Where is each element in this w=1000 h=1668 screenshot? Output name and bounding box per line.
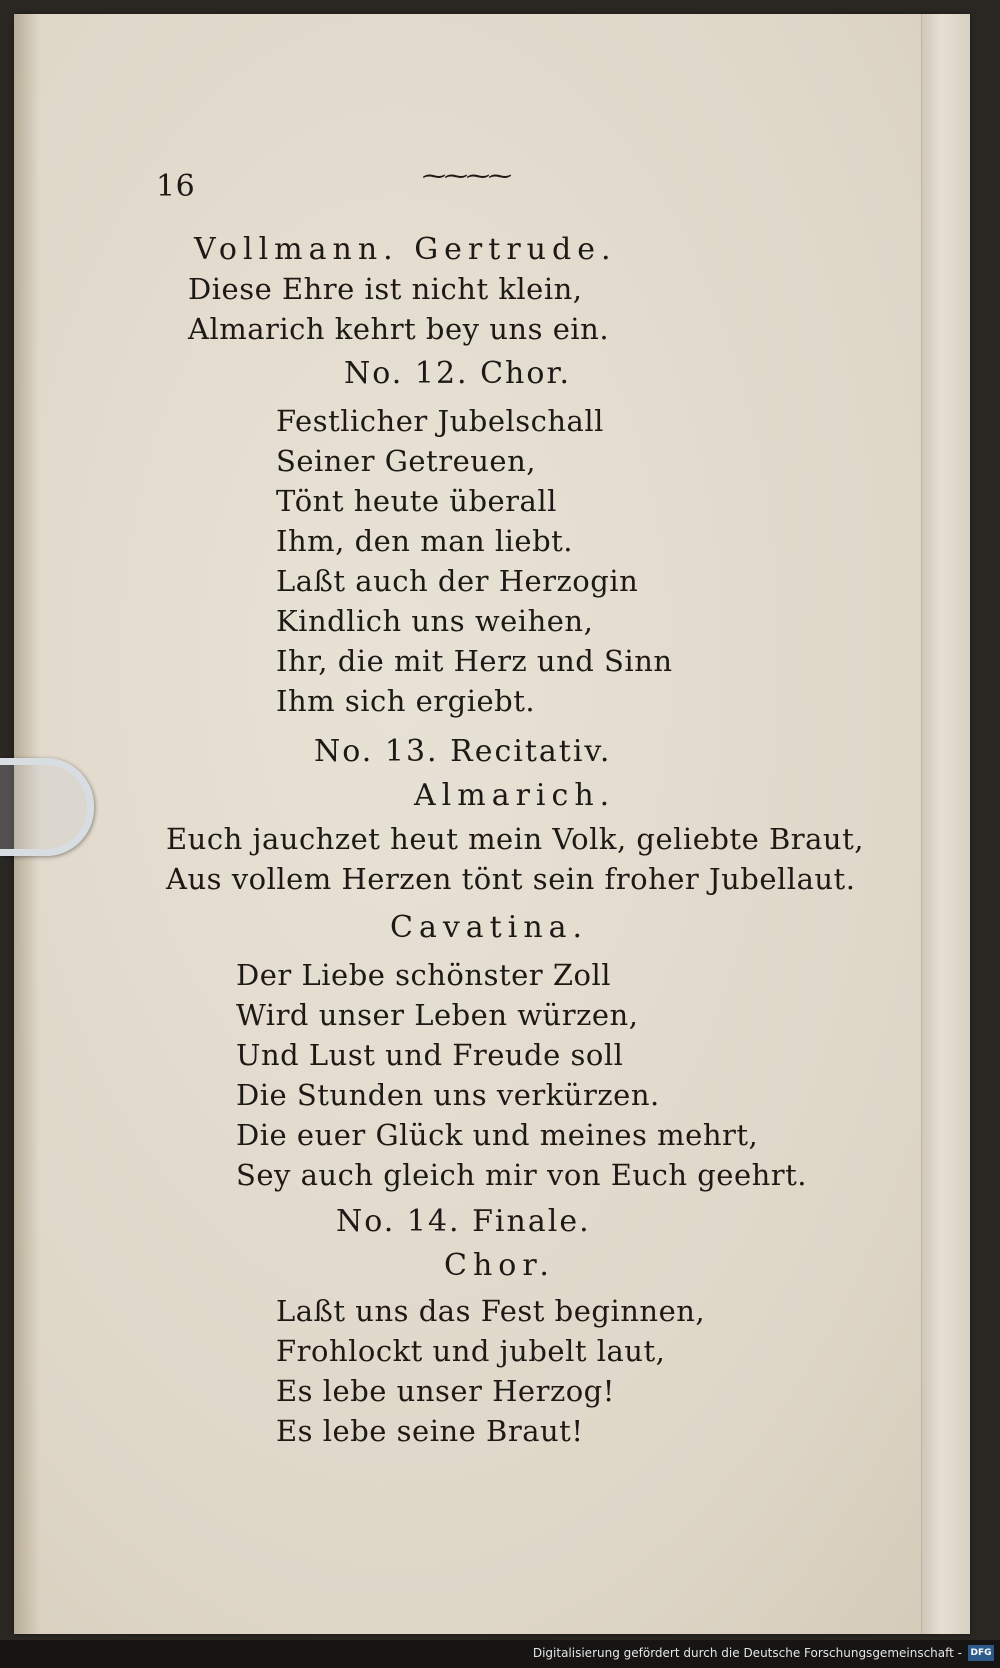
verse-line: Es lebe unser Herzog! bbox=[276, 1374, 615, 1408]
verse-line: Der Liebe schönster Zoll bbox=[236, 958, 612, 992]
number-heading-13: No. 13. Recitativ. bbox=[314, 734, 612, 769]
page-number: 16 bbox=[156, 169, 196, 204]
speaker-almarich: Almarich. bbox=[414, 778, 616, 813]
page-text bbox=[14, 14, 970, 1634]
verse-line: Diese Ehre ist nicht klein, bbox=[188, 272, 583, 306]
ornament: ⁓⁓⁓⁓ bbox=[422, 162, 510, 190]
verse-line: Laßt uns das Fest beginnen, bbox=[276, 1294, 706, 1328]
verse-line: Seiner Getreuen, bbox=[276, 444, 536, 478]
funding-notice: Digitalisierung gefördert durch die Deutsche Forschungsgemeinschaft - bbox=[532, 1646, 962, 1660]
dfg-logo: DFG bbox=[968, 1645, 994, 1661]
verse-line: Laßt auch der Herzogin bbox=[276, 564, 639, 598]
number-heading-12: No. 12. Chor. bbox=[344, 356, 572, 391]
number-heading-14: No. 14. Finale. bbox=[336, 1204, 591, 1239]
verse-line: Kindlich uns weihen, bbox=[276, 604, 594, 638]
verse-line: Es lebe seine Braut! bbox=[276, 1414, 584, 1448]
paper-clip bbox=[0, 758, 94, 856]
verse-line: Ihm, den man liebt. bbox=[276, 524, 574, 558]
verse-line: Festlicher Jubelschall bbox=[276, 404, 604, 438]
verse-line: Sey auch gleich mir von Euch geehrt. bbox=[236, 1158, 808, 1192]
verse-line: Frohlockt und jubelt laut, bbox=[276, 1334, 666, 1368]
verse-line: Und Lust und Freude soll bbox=[236, 1038, 624, 1072]
verse-line: Aus vollem Herzen tönt sein froher Jubellaut. bbox=[166, 862, 856, 896]
book-page bbox=[14, 14, 970, 1634]
footer-bar bbox=[0, 1640, 1000, 1668]
verse-line: Tönt heute überall bbox=[276, 484, 557, 518]
verse-line: Die Stunden uns verkürzen. bbox=[236, 1078, 660, 1112]
speaker-heading-vollmann: Vollmann. Gertrude. bbox=[194, 232, 617, 267]
verse-line: Ihr, die mit Herz und Sinn bbox=[276, 644, 673, 678]
verse-line: Almarich kehrt bey uns ein. bbox=[188, 312, 610, 346]
verse-line: Ihm sich ergiebt. bbox=[276, 684, 536, 718]
verse-line: Wird unser Leben würzen, bbox=[236, 998, 639, 1032]
speaker-chor: Chor. bbox=[444, 1248, 555, 1283]
verse-line: Die euer Glück und meines mehrt, bbox=[236, 1118, 759, 1152]
cavatina-heading: Cavatina. bbox=[390, 910, 589, 945]
verse-line: Euch jauchzet heut mein Volk, geliebte Braut, bbox=[166, 822, 864, 856]
